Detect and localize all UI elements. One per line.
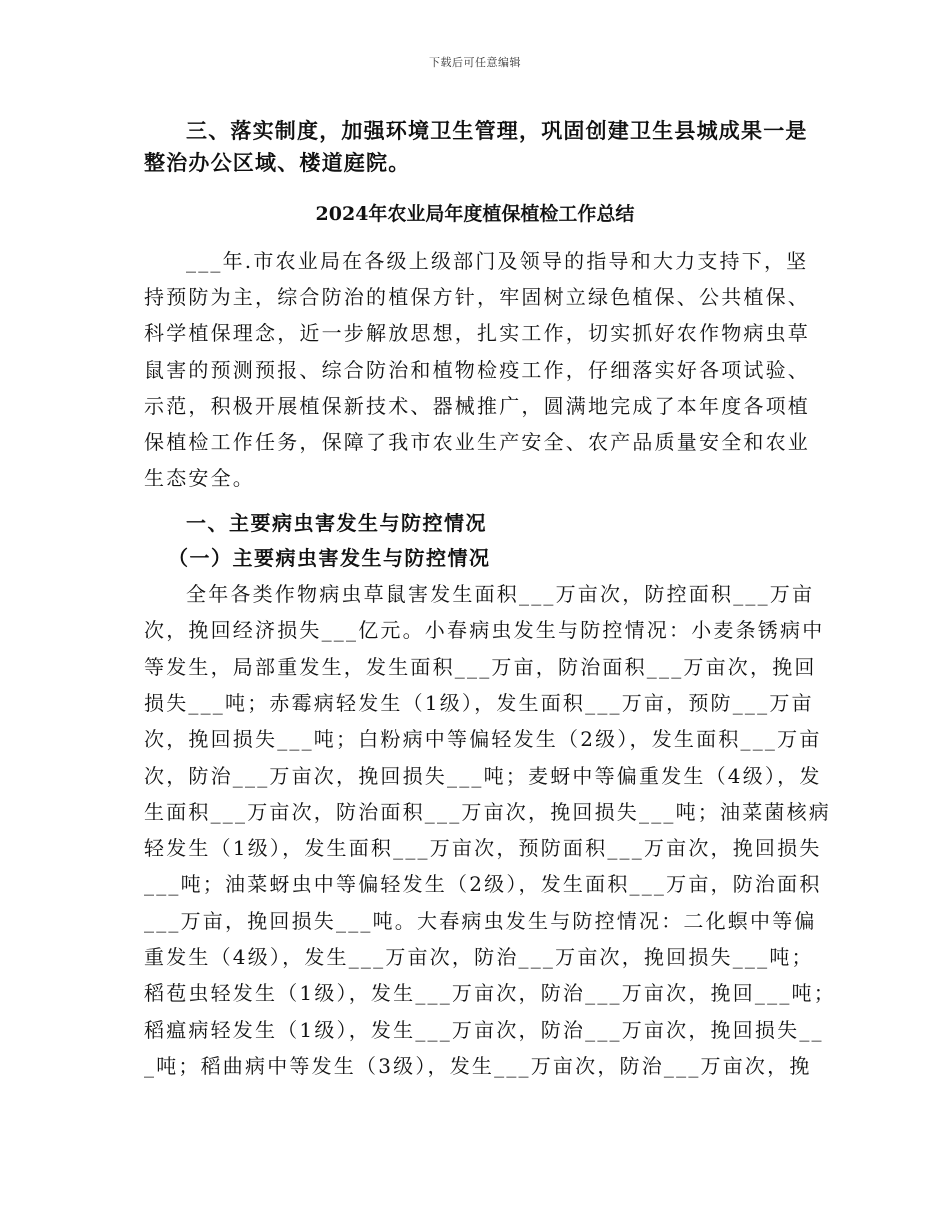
paragraph-line: 轻发生（1级），发生面积___万亩次，预防面积___万亩次，挽回损失 xyxy=(144,836,822,861)
paragraph-line: 鼠害的预测预报、综合防治和植物检疫工作，仔细落实好各项试验、 xyxy=(144,357,810,382)
document-title: 2024年农业局年度植保植检工作总结 xyxy=(315,203,635,225)
paragraph-line: 重发生（4级），发生___万亩次，防治___万亩次，挽回损失___吨； xyxy=(144,945,814,969)
paragraph-line: 稻苞虫轻发生（1级），发生___万亩次，防治___万亩次，挽回___吨； xyxy=(144,981,836,1006)
subheading-main-pests: （一）主要病虫害发生与防控情况 xyxy=(168,546,491,570)
paragraph-line: 次，防治___万亩次，挽回损失___吨；麦蚜中等偏重发生（4级），发 xyxy=(144,763,822,788)
paragraph-line: ___万亩，挽回损失___吨。大春病虫发生与防控情况：二化螟中等偏 xyxy=(144,908,817,933)
paragraph-line: 全年各类作物病虫草鼠害发生面积___万亩次，防控面积___万亩 xyxy=(186,582,815,606)
paragraph-line: 生面积___万亩次，防治面积___万亩次，挽回损失___吨；油菜菌核病 xyxy=(144,799,831,824)
paragraph-line: 保植检工作任务，保障了我市农业生产安全、农产品质量安全和农业 xyxy=(144,430,810,454)
paragraph-line: _吨；稻曲病中等发生（3级），发生___万亩次，防治___万亩次，挽 xyxy=(144,1053,812,1078)
paragraph-line: 损失___吨；赤霉病轻发生（1级），发生面积___万亩，预防___万亩 xyxy=(144,690,814,715)
paragraph-line: 次，挽回损失___吨；白粉病中等偏轻发生（2级），发生面积___万亩 xyxy=(144,727,822,752)
paragraph-line: 持预防为主，综合防治的植保方针，牢固树立绿色植保、公共植保、 xyxy=(144,285,810,310)
paragraph-line: ___吨；油菜蚜虫中等偏轻发生（2级），发生面积___万亩，防治面积 xyxy=(144,872,822,897)
paragraph-line: 示范，积极开展植保新技术、器械推广，圆满地完成了本年度各项植 xyxy=(144,393,810,418)
page-header: 下载后可任意编辑 xyxy=(429,56,521,69)
paragraph-line: 稻瘟病轻发生（1级），发生___万亩次，防治___万亩次，挽回损失__ xyxy=(144,1017,824,1042)
heading-main-pests: 一、主要病虫害发生与防控情况 xyxy=(186,511,487,535)
section-heading-line-2: 整治办公区域、楼道庭院。 xyxy=(144,150,411,175)
section-heading-line-1: 三、落实制度，加强环境卫生管理，巩固创建卫生县城成果一是 xyxy=(186,118,808,143)
paragraph-line: ___年.市农业局在各级上级部门及领导的指导和大力支持下，坚 xyxy=(186,249,809,273)
paragraph-line: 次，挽回经济损失___亿元。小春病虫发生与防控情况：小麦条锈病中 xyxy=(144,618,825,643)
paragraph-line: 等发生，局部重发生，发生面积___万亩，防治面积___万亩次，挽回 xyxy=(144,654,817,679)
paragraph-line: 生态安全。 xyxy=(144,466,255,491)
paragraph-line: 科学植保理念，近一步解放思想，扎实工作，切实抓好农作物病虫草 xyxy=(144,321,810,346)
